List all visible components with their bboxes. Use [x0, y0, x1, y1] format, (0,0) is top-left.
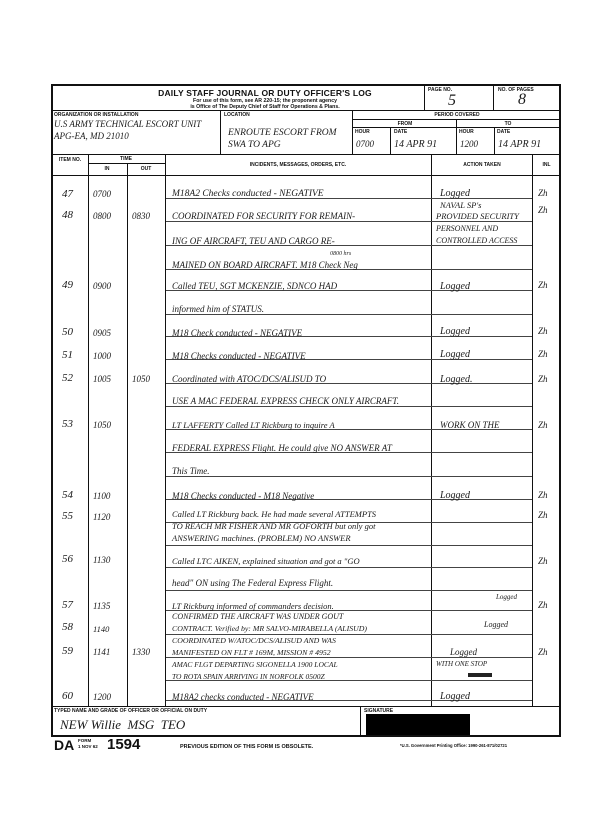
- page-no-value: 5: [448, 92, 456, 109]
- item-no: 59: [62, 645, 73, 657]
- action-line: WORK ON THE: [440, 420, 500, 430]
- incident-line: CONFIRMED THE AIRCRAFT WAS UNDER GOUT: [172, 612, 344, 621]
- incident-line: TO ROTA SPAIN ARRIVING IN NORFOLK 0500Z: [172, 672, 325, 681]
- incident-line: USE A MAC FEDERAL EXPRESS CHECK ONLY AIRCRAFT.: [172, 396, 399, 406]
- to-hour-divider: [494, 127, 495, 154]
- col-in: IN: [104, 166, 110, 172]
- incident-line: Coordinated with ATOC/DCS/ALISUD TO: [172, 374, 327, 384]
- incident-line: MAINED ON BOARD AIRCRAFT. M18 Check Neg: [172, 260, 358, 270]
- initials: Zh: [538, 510, 548, 520]
- initials: Zh: [538, 556, 548, 566]
- col-header-top: [51, 154, 561, 155]
- action-line: Logged: [440, 490, 470, 501]
- incident-line: ING OF AIRCRAFT, TEU AND CARGO RE-: [172, 236, 335, 246]
- item-no: 58: [62, 621, 73, 633]
- item-no: 49: [62, 279, 73, 291]
- previous-edition-note: PREVIOUS EDITION OF THIS FORM IS OBSOLETE.: [180, 744, 314, 750]
- form-date: 1 NOV 62: [78, 744, 98, 749]
- time-out: 0830: [132, 211, 150, 221]
- col-time: TIME: [120, 156, 132, 162]
- form-subtitle-1: For use of this form, see AR 220-15; the proponent agency: [193, 98, 337, 104]
- incident-line: COORDINATED W/ATOC/DCS/ALISUD AND WAS: [172, 636, 336, 645]
- from-hour-label: HOUR: [355, 129, 370, 135]
- time-in: 1000: [93, 351, 111, 361]
- to-hour-label: HOUR: [459, 129, 474, 135]
- incident-line: M18 Checks conducted - NEGATIVE: [172, 351, 306, 361]
- incident-line: TO REACH MR FISHER AND MR GOFORTH but only got: [172, 521, 376, 531]
- time-in: 1141: [93, 647, 111, 657]
- initials: Zh: [538, 374, 548, 384]
- ruled-line: [166, 567, 532, 568]
- no-of-pages-value: 8: [518, 91, 526, 108]
- incident-line: LT Rickburg informed of commanders decision.: [172, 601, 334, 611]
- item-no: 57: [62, 599, 73, 611]
- signature-divider: [360, 706, 361, 736]
- item-no: 60: [62, 690, 73, 702]
- item-no: 47: [62, 188, 73, 200]
- incident-line: informed him of STATUS.: [172, 304, 265, 314]
- incident-line: Called LTC AIKEN, explained situation and got a "GO: [172, 556, 360, 566]
- col-incidents: INCIDENTS, MESSAGES, ORDERS, ETC.: [249, 162, 347, 168]
- initials: Zh: [538, 326, 548, 336]
- time-in: 0800: [93, 211, 111, 221]
- to-date: 14 APR 91: [498, 139, 542, 150]
- initials: Zh: [538, 188, 548, 198]
- to-date-label: DATE: [497, 129, 511, 135]
- ruled-line: [166, 406, 532, 407]
- incident-line: M18A2 checks conducted - NEGATIVE: [172, 692, 314, 702]
- location-label: LOCATION: [224, 112, 250, 118]
- col-inl: INL: [542, 162, 551, 168]
- action-line: CONTROLLED ACCESS: [436, 236, 518, 245]
- incident-line: MANIFESTED ON FLT # 169M, MISSION # 4952: [172, 648, 331, 657]
- note: 0800 hrs: [330, 251, 352, 257]
- vline-incidents: [431, 154, 432, 706]
- form-da: DA: [54, 737, 75, 753]
- time-in: 1140: [93, 624, 110, 634]
- action-line: NAVAL SP's: [440, 200, 482, 210]
- location-period-divider: [352, 110, 353, 154]
- org-line-2: APG-EA, MD 21010: [54, 131, 129, 141]
- incident-line: AMAC FLGT DEPARTING SIGONELLA 1900 LOCAL: [172, 660, 338, 669]
- col-out: OUT: [140, 166, 152, 172]
- action-line: Logged: [440, 691, 470, 702]
- redaction-mark: [468, 673, 492, 677]
- time-in: 1135: [93, 601, 111, 611]
- incident-line: FEDERAL EXPRESS Flight. He could give NO ANSWER AT: [172, 443, 392, 453]
- form-number: 1594: [107, 736, 141, 753]
- time-in: 1120: [93, 512, 111, 522]
- incident-line: COORDINATED FOR SECURITY FOR REMAIN-: [172, 211, 356, 221]
- col-item-no: ITEM NO.: [58, 157, 82, 163]
- item-no: 53: [62, 418, 73, 430]
- vline-action: [532, 154, 533, 706]
- ruled-line: [166, 590, 532, 591]
- action-line: PERSONNEL AND: [436, 224, 499, 233]
- signature-label: SIGNATURE: [364, 708, 394, 714]
- org-line-1: U.S ARMY TECHNICAL ESCORT UNIT: [54, 119, 202, 129]
- item-no: 48: [62, 209, 73, 221]
- from-to-divider: [456, 119, 457, 154]
- incident-line: M18 Checks conducted - M18 Negative: [172, 491, 315, 501]
- pages-divider: [493, 84, 494, 110]
- action-line: Logged: [440, 326, 470, 337]
- initials: Zh: [538, 205, 548, 215]
- org-label: ORGANIZATION OR INSTALLATION: [54, 112, 139, 118]
- from-date: 14 APR 91: [394, 139, 438, 150]
- header-rule: [51, 110, 561, 111]
- action-line: PROVIDED SECURITY: [436, 211, 519, 221]
- incident-line: head" ON using The Federal Express Flight.: [172, 578, 334, 588]
- item-no: 56: [62, 553, 73, 565]
- action-line: Logged: [450, 647, 477, 657]
- col-action: ACTION TAKEN: [463, 162, 501, 168]
- incident-line: CONTRACT. Verified by: MR SALVO-MIRABELLA (ALISUD): [172, 624, 367, 633]
- initials: Zh: [538, 490, 548, 500]
- from-hour: 0700: [356, 139, 374, 149]
- ruled-line: [166, 476, 532, 477]
- item-no: 51: [62, 349, 73, 361]
- time-out: 1330: [132, 647, 150, 657]
- page-no-label: PAGE NO.: [428, 87, 453, 93]
- typed-name: NEW Willie MSG TEO: [60, 717, 186, 732]
- page-no-divider: [424, 84, 425, 110]
- initials: Zh: [538, 280, 548, 290]
- typed-name-label: TYPED NAME AND GRADE OF OFFICER OR OFFICIAL ON DUTY: [54, 708, 208, 714]
- location-line-2: SWA TO APG: [228, 140, 281, 150]
- time-in: 1130: [93, 555, 111, 565]
- period-to-label: TO: [504, 121, 512, 127]
- vline-in: [127, 163, 128, 706]
- incident-line: ANSWERING machines. (PROBLEM) NO ANSWER: [172, 533, 351, 543]
- to-hour: 1200: [460, 139, 478, 149]
- ruled-line: [166, 314, 532, 315]
- incident-line: Called LT Rickburg back. He had made several ATTEMPTS: [172, 509, 377, 519]
- no-of-pages-label: NO. OF PAGES: [498, 87, 534, 93]
- location-line-1: ENROUTE ESCORT FROM: [228, 128, 337, 138]
- vline-item: [88, 154, 89, 706]
- form-label: FORM: [78, 738, 92, 743]
- ruled-line: [166, 634, 532, 635]
- action-line: Logged: [496, 593, 517, 601]
- item-no: 52: [62, 372, 73, 384]
- action-line: Logged: [440, 281, 470, 292]
- from-hour-divider: [390, 127, 391, 154]
- action-line: Logged: [440, 349, 470, 360]
- incident-line: LT LAFFERTY Called LT Rickburg to inquire A: [172, 420, 335, 430]
- incident-line: This Time.: [172, 466, 210, 476]
- ruled-line: [166, 657, 532, 658]
- form-title: DAILY STAFF JOURNAL OR DUTY OFFICER'S LOG: [158, 88, 372, 98]
- initials: Zh: [538, 600, 548, 610]
- time-in: 1100: [93, 491, 111, 501]
- action-line: Logged: [484, 620, 508, 629]
- time-in: 0700: [93, 189, 111, 199]
- action-line: WITH ONE STOP: [436, 660, 488, 668]
- footer-top-rule: [51, 706, 561, 707]
- form-border-left: [51, 84, 53, 737]
- gpo-note: *U.S. Government Printing Office: 1990-261-871/02721: [400, 743, 508, 748]
- signature-redaction: [366, 714, 470, 735]
- form-border-top: [51, 84, 561, 86]
- ruled-line: [166, 545, 532, 546]
- period-from-label: FROM: [397, 121, 413, 127]
- vline-out: [165, 154, 166, 706]
- time-in: 0900: [93, 281, 111, 291]
- ruled-line: [166, 221, 532, 222]
- item-no: 54: [62, 489, 73, 501]
- action-line: Logged.: [440, 374, 473, 385]
- initials: Zh: [538, 420, 548, 430]
- time-in: 1200: [93, 692, 111, 702]
- action-line: Logged: [440, 188, 470, 199]
- incident-line: M18 Check conducted - NEGATIVE: [172, 328, 303, 338]
- time-in: 1050: [93, 420, 111, 430]
- from-date-label: DATE: [394, 129, 408, 135]
- initials: Zh: [538, 647, 548, 657]
- incident-line: Called TEU, SGT MCKENZIE, SDNCO HAD: [172, 281, 338, 291]
- org-location-divider: [220, 110, 221, 154]
- initials: Zh: [538, 349, 548, 359]
- item-no: 55: [62, 510, 73, 522]
- period-covered-label: PERIOD COVERED: [434, 112, 480, 118]
- time-in: 1005: [93, 374, 111, 384]
- item-no: 50: [62, 326, 73, 338]
- incident-line: M18A2 Checks conducted - NEGATIVE: [172, 189, 324, 199]
- form-subtitle-2: is Office of The Deputy Chief of Staff for Operations & Plans.: [190, 104, 340, 110]
- time-in: 0905: [93, 328, 111, 338]
- time-out: 1050: [132, 374, 150, 384]
- form-border-right: [559, 84, 561, 737]
